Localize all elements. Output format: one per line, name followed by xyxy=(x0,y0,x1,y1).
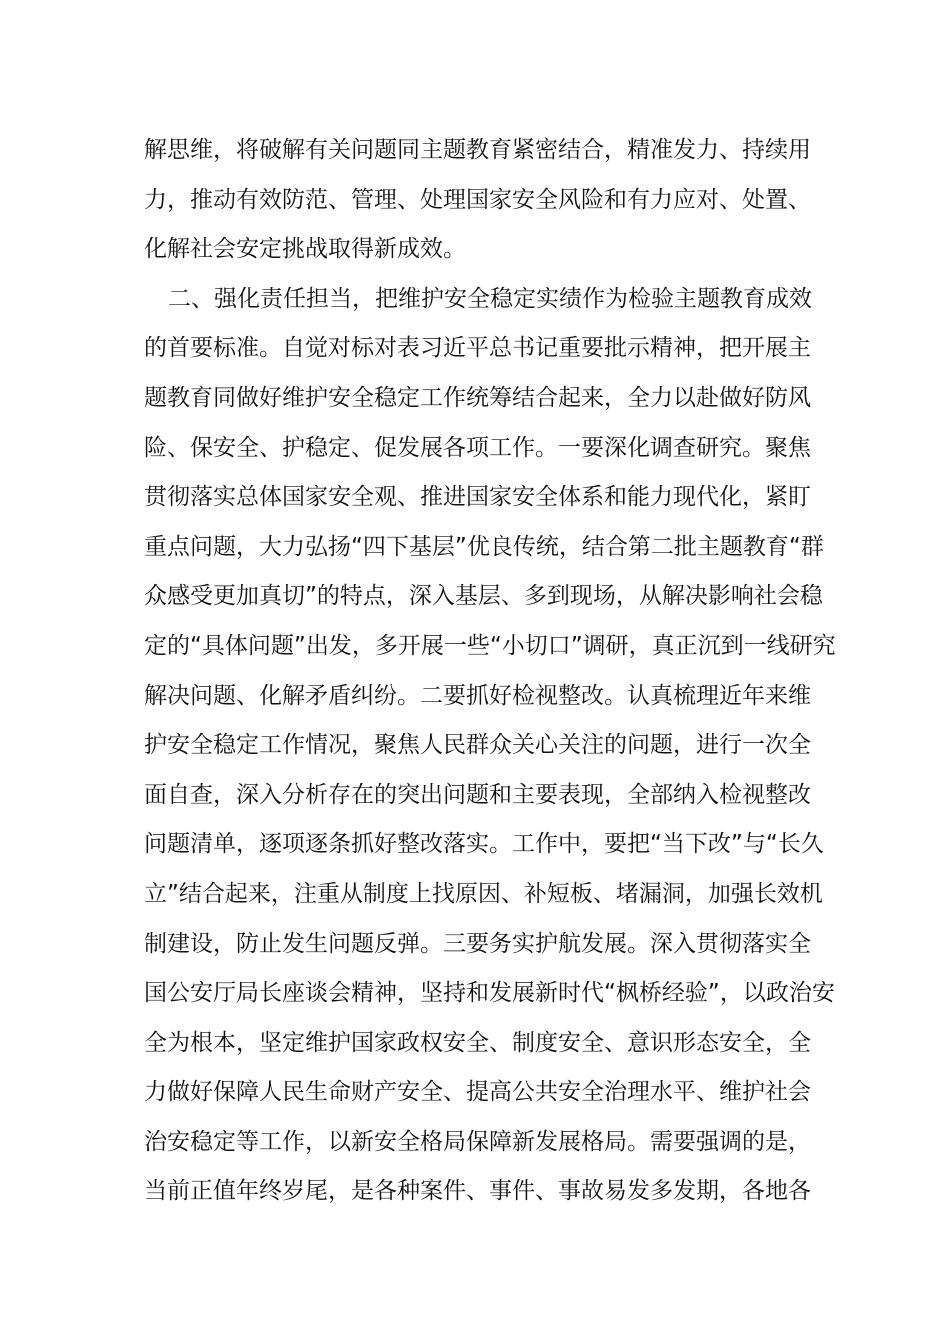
text-line-21: 治安稳定等工作，以新安全格局保障新发展格局。需要强调的是， xyxy=(144,1128,811,1155)
text-line-19: 全为根本，坚定维护国家政权安全、制度安全、意识形态安全，全 xyxy=(144,1029,811,1056)
text-line-2: 力，推动有效防范、管理、处理国家安全风险和有力应对、处置、 xyxy=(144,186,811,213)
text-line-18: 国公安厅局长座谈会精神，坚持和发展新时代“枫桥经验”，以政治安 xyxy=(144,980,835,1007)
text-line-22: 当前正值年终岁尾，是各种案件、事件、事故易发多发期，各地各 xyxy=(144,1178,811,1205)
text-line-11: 定的“具体问题”出发，多开展一些“小切口”调研，真正沉到一线研究 xyxy=(144,632,836,659)
text-line-3: 化解社会安定挑战取得新成效。 xyxy=(144,236,466,263)
text-line-16: 立”结合起来，注重从制度上找原因、补短板、堵漏洞，加强长效机 xyxy=(144,880,823,907)
text-line-14: 面自查，深入分析存在的突出问题和主要表现，全部纳入检视整改 xyxy=(144,781,811,808)
text-line-12: 解决问题、化解矛盾纠纷。二要抓好检视整改。认真梳理近年来维 xyxy=(144,682,811,709)
text-line-1: 解思维，将破解有关问题同主题教育紧密结合，精准发力、持续用 xyxy=(144,137,811,163)
text-line-6: 题教育同做好维护安全稳定工作统筹结合起来，全力以赴做好防风 xyxy=(144,384,811,411)
text-line-15: 问题清单，逐项逐条抓好整改落实。工作中，要把“当下改”与“长久 xyxy=(144,831,824,858)
text-line-9: 重点问题，大力弘扬“四下基层”优良传统，结合第二批主题教育“群 xyxy=(144,533,824,560)
text-line-7: 险、保安全、护稳定、促发展各项工作。一要深化调查研究。聚焦 xyxy=(144,434,811,461)
text-line-4: 二、强化责任担当，把维护安全稳定实绩作为检验主题教育成效 xyxy=(168,285,812,312)
text-line-20: 力做好保障人民生命财产安全、提高公共安全治理水平、维护社会 xyxy=(144,1079,811,1106)
text-line-5: 的首要标准。自觉对标对表习近平总书记重要批示精神，把开展主 xyxy=(144,335,811,362)
body-text xyxy=(144,126,836,1217)
text-line-17: 制建设，防止发生问题反弹。三要务实护航发展。深入贯彻落实全 xyxy=(144,930,811,957)
text-line-13: 护安全稳定工作情况，聚焦人民群众关心关注的问题，进行一次全 xyxy=(144,732,811,759)
text-line-8: 贯彻落实总体国家安全观、推进国家安全体系和能力现代化，紧盯 xyxy=(144,484,811,511)
text-line-10: 众感受更加真切”的特点，深入基层、多到现场，从解决影响社会稳 xyxy=(144,583,823,610)
